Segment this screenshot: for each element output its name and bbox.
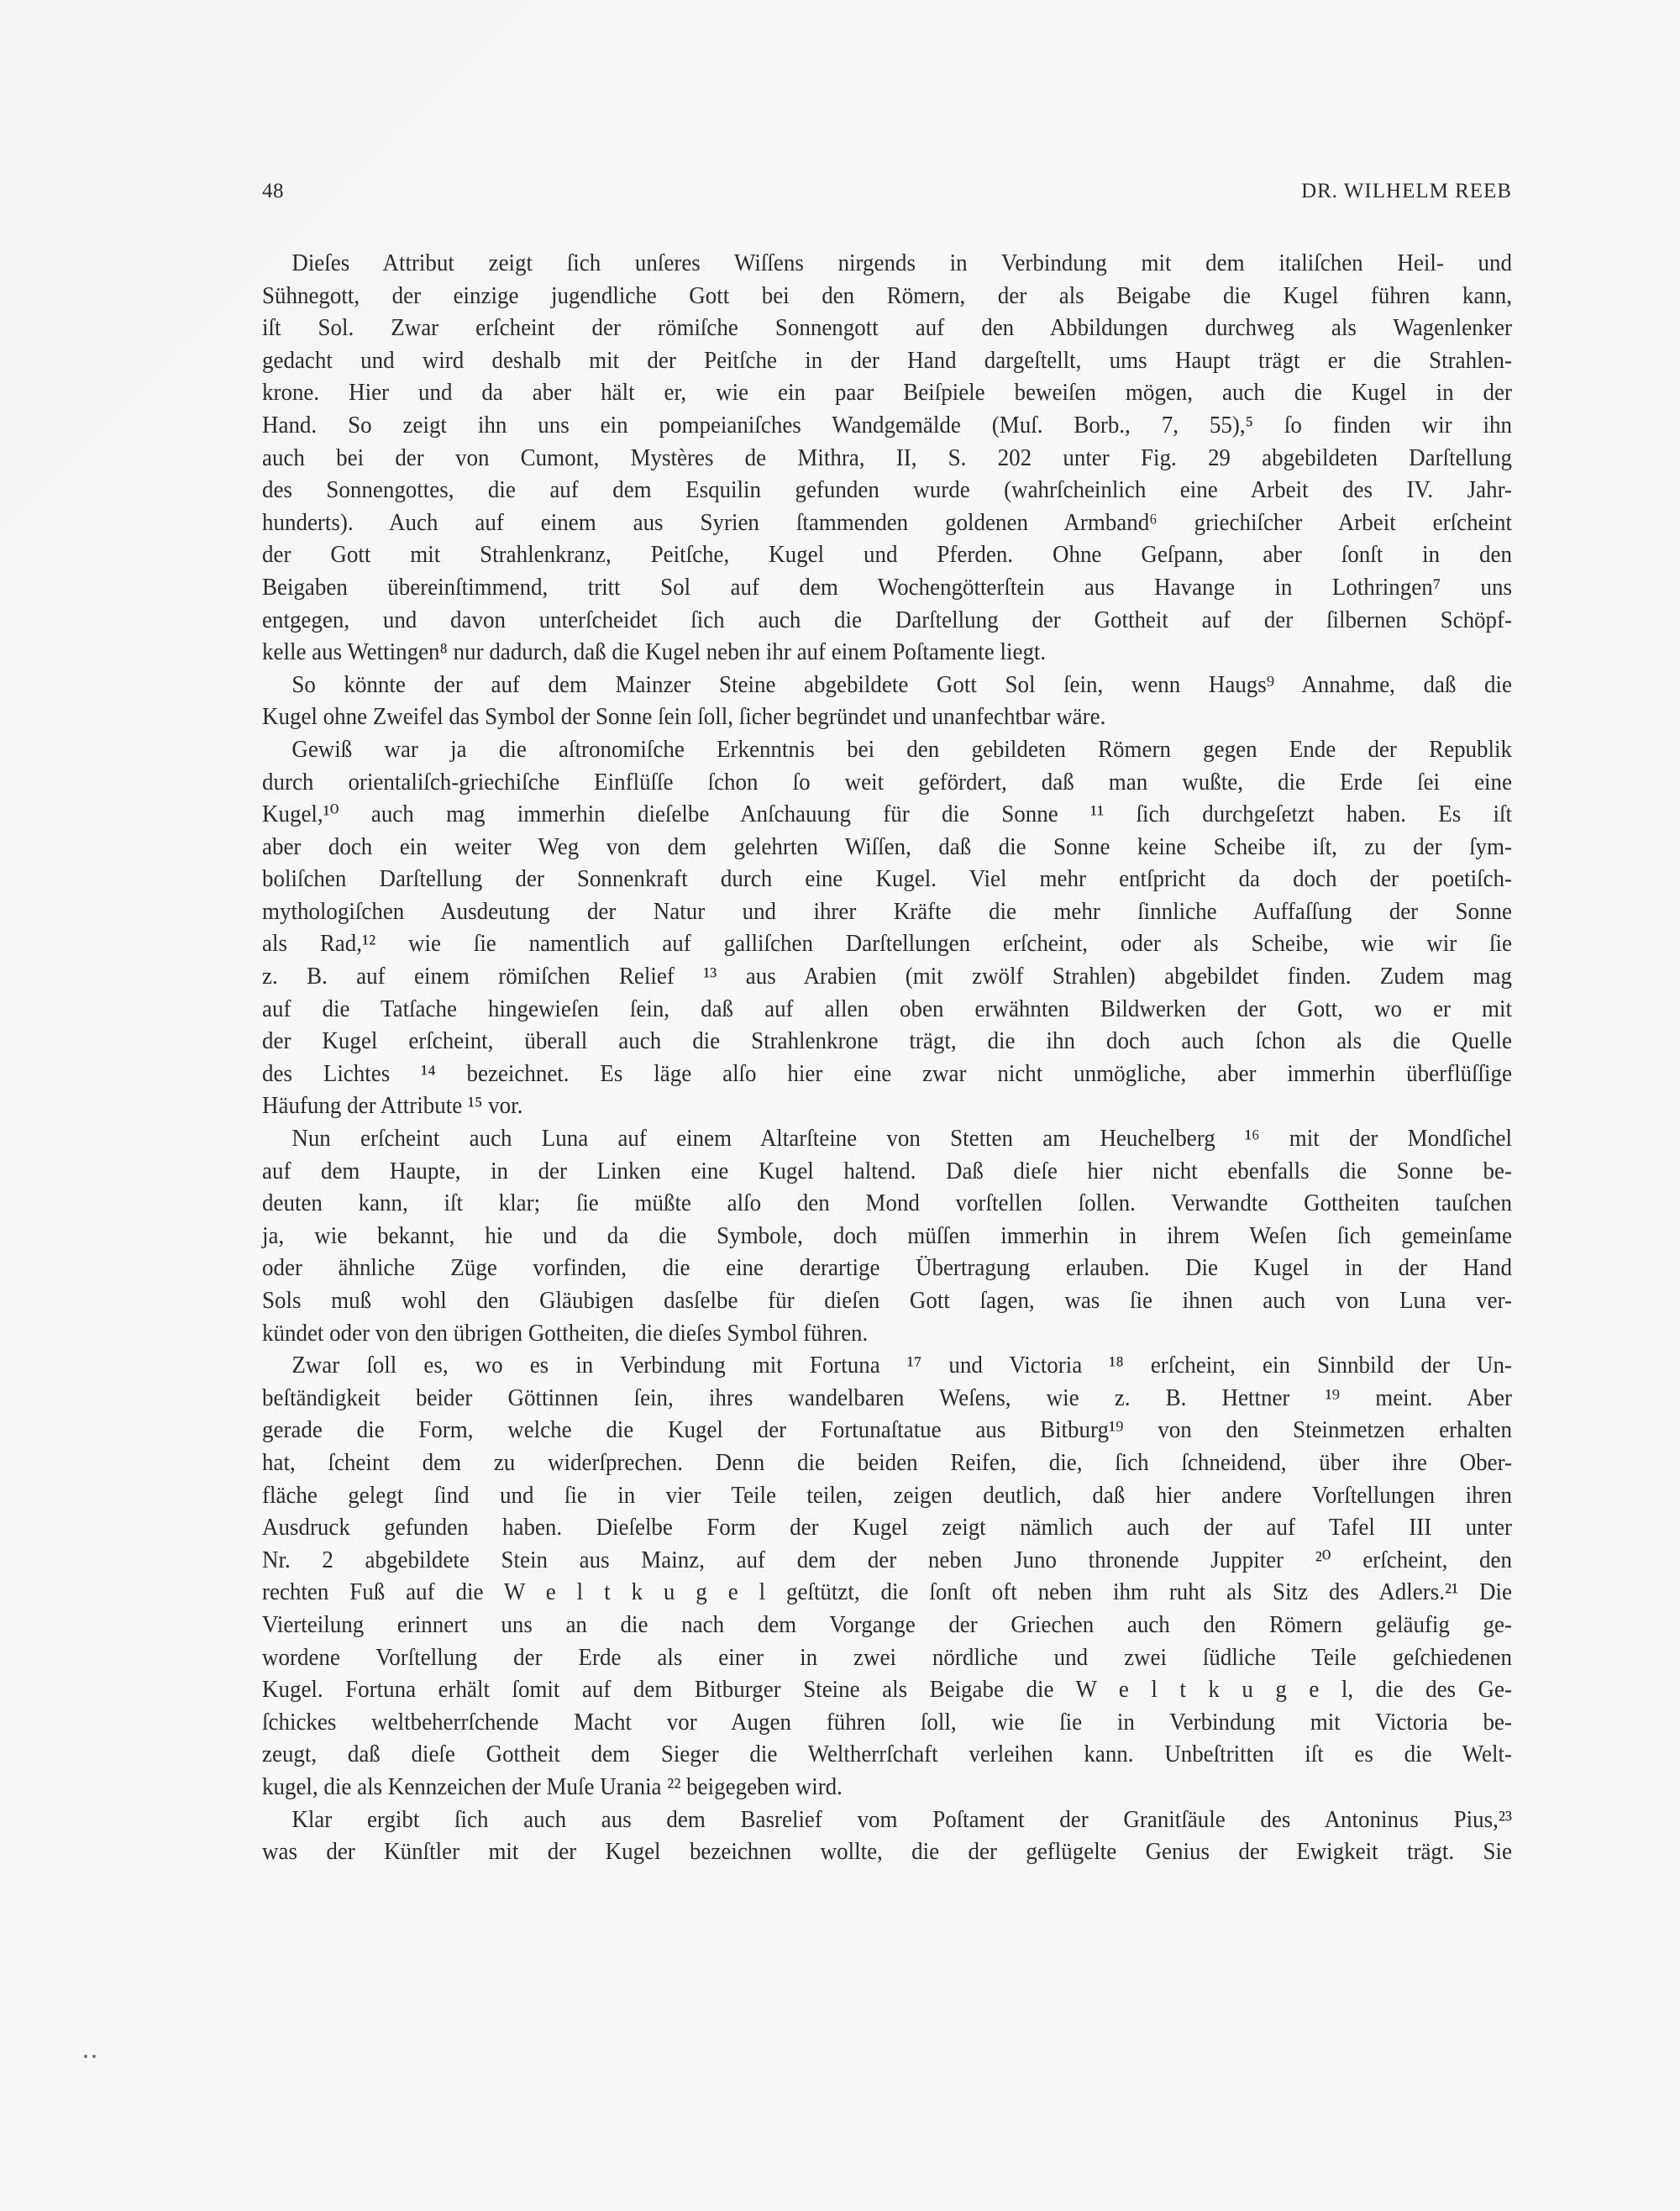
text-line: beſtändigkeit beider Göttinnen ſein, ihres wandelbaren Weſens, wie z. B. Hettner ¹⁹ meint. Aber <box>262 1384 1512 1411</box>
text-line: hat, ſcheint dem zu widerſprechen. Denn die beiden Reifen, die, ſich ſchneidend, über ihre Ober- <box>262 1448 1512 1476</box>
text-line: Vierteilung erinnert uns an die nach dem Vorgange der Griechen auch den Römern geläufig ge- <box>262 1610 1512 1638</box>
text-line: Hand. So zeigt ihn uns ein pompeianiſches Wandgemälde (Muſ. Borb., 7, 55),⁵ ſo finden wir ihn <box>262 411 1512 439</box>
running-head <box>262 180 1512 213</box>
text-line: aber doch ein weiter Weg von dem gelehrten Wiſſen, daß die Sonne keine Scheibe iſt, zu der ſym- <box>262 832 1512 860</box>
text-line: was der Künſtler mit der Kugel bezeichnen wollte, die der geflügelte Genius der Ewigkeit trägt. Sie <box>262 1838 1512 1866</box>
text-line: fläche gelegt ſind und ſie in vier Teile teilen, zeigen deutlich, daß hier andere Vorſtellungen ihren <box>262 1481 1512 1509</box>
text-line: kündet oder von den übrigen Gottheiten, die dieſes Symbol führen. <box>262 1319 869 1347</box>
text-line: der Gott mit Strahlenkranz, Peitſche, Kugel und Pferden. Ohne Geſpann, aber ſonſt in den <box>262 541 1512 569</box>
text-line: hunderts). Auch auf einem aus Syrien ſtammenden goldenen Armband⁶ griechiſcher Arbeit erſcheint <box>262 508 1512 536</box>
text-line: mythologiſchen Ausdeutung der Natur und ihrer Kräfte die mehr ſinnliche Auffaſſung der Sonne <box>262 897 1512 925</box>
text-line: So könnte der auf dem Mainzer Steine abgebildete Gott Sol ſein, wenn Haugs⁹ Annahme, daß die <box>291 670 1513 698</box>
running-head-author: DR. WILHELM REEB <box>1301 180 1512 202</box>
text-line: Dieſes Attribut zeigt ſich unſeres Wiſſens nirgends in Verbindung mit dem italiſchen Heil- und <box>291 249 1513 276</box>
text-line: als Rad,¹² wie ſie namentlich auf galliſchen Darſtellungen erſcheint, oder als Scheibe, wie wir ſie <box>262 930 1512 958</box>
text-line: wordene Vorſtellung der Erde als einer in zwei nördliche und zwei ſüdliche Teile geſchiedenen <box>262 1643 1512 1671</box>
text-line: oder ähnliche Züge vorfinden, die eine derartige Übertragung erlauben. Die Kugel in der Hand <box>262 1254 1512 1282</box>
text-line: kelle aus Wettingen⁸ nur dadurch, daß die Kugel neben ihr auf einem Poſtamente liegt. <box>262 638 1047 666</box>
text-line: auch bei der von Cumont, Mystères de Mithra, II, S. 202 unter Fig. 29 abgebildeten Darſtellung <box>262 444 1512 471</box>
text-line: Sols muß wohl den Gläubigen dasſelbe für dieſen Gott ſagen, was ſie ihnen auch von Luna ver- <box>262 1287 1512 1314</box>
text-line: Zwar ſoll es, wo es in Verbindung mit Fortuna ¹⁷ und Victoria ¹⁸ erſcheint, ein Sinnbild der Un- <box>291 1352 1513 1379</box>
text-line: krone. Hier und da aber hält er, wie ein paar Beiſpiele beweiſen mögen, auch die Kugel in der <box>262 379 1512 407</box>
text-line: rechten Fuß auf die W e l t k u g e l geſtützt, die ſonſt oft neben ihm ruht als Sitz des Adlers.²¹ Die <box>262 1578 1512 1606</box>
text-line: Klar ergibt ſich auch aus dem Basrelief vom Poſtament der Granitſäule des Antoninus Pius,²³ <box>291 1805 1513 1833</box>
page-number: 48 <box>262 180 284 202</box>
text-line: Beigaben übereinſtimmend, tritt Sol auf dem Wochengötterſtein aus Havange in Lothringen⁷ uns <box>262 573 1512 601</box>
text-line: z. B. auf einem römiſchen Relief ¹³ aus Arabien (mit zwölf Strahlen) abgebildet finden. Zudem mag <box>262 963 1512 990</box>
text-line: Kugel ohne Zweifel das Symbol der Sonne ſein ſoll, ſicher begründet und unanfechtbar wäre. <box>262 703 1106 731</box>
body-text <box>262 247 1512 1868</box>
scan-speck <box>92 2055 96 2058</box>
text-line: gerade die Form, welche die Kugel der Fortunaſtatue aus Bitburg¹⁹ von den Steinmetzen erhalten <box>262 1416 1512 1444</box>
text-line: Kugel,¹⁰ auch mag immerhin dieſelbe Anſchauung für die Sonne ¹¹ ſich durchgeſetzt haben. Es iſt <box>262 801 1512 828</box>
scan-speck <box>84 2055 87 2058</box>
text-line: kugel, die als Kennzeichen der Muſe Urania ²² beigegeben wird. <box>262 1772 843 1800</box>
text-line: auf die Tatſache hingewieſen ſein, daß auf allen oben erwähnten Bildwerken der Gott, wo er mit <box>262 995 1512 1022</box>
text-line: zeugt, daß dieſe Gottheit dem Sieger die Weltherrſchaft verleihen kann. Unbeſtritten iſt es die Welt- <box>262 1741 1512 1768</box>
text-line: Gewiß war ja die aſtronomiſche Erkenntnis bei den gebildeten Römern gegen Ende der Republik <box>291 735 1513 763</box>
text-line: iſt Sol. Zwar erſcheint der römiſche Sonnengott auf den Abbildungen durchweg als Wagenlenker <box>262 314 1512 342</box>
text-line: des Lichtes ¹⁴ bezeichnet. Es läge alſo hier eine zwar nicht unmögliche, aber immerhin überflüſſige <box>262 1059 1512 1087</box>
text-line: durch orientaliſch-griechiſche Einflüſſe ſchon ſo weit gefördert, daß man wußte, die Erde ſei eine <box>262 768 1512 796</box>
text-line: Sühnegott, der einzige jugendliche Gott bei den Römern, der als Beigabe die Kugel führen kann, <box>262 281 1512 309</box>
text-line: auf dem Haupte, in der Linken eine Kugel haltend. Daß dieſe hier nicht ebenfalls die Sonne be- <box>262 1157 1512 1184</box>
text-line: gedacht und wird deshalb mit der Peitſche in der Hand dargeſtellt, ums Haupt trägt er die Strahlen- <box>262 346 1512 374</box>
text-line: ja, wie bekannt, hie und da die Symbole, doch müſſen immerhin in ihrem Weſen ſich gemeinſame <box>262 1221 1512 1249</box>
text-line: Nr. 2 abgebildete Stein aus Mainz, auf dem der neben Juno thronende Juppiter ²⁰ erſcheint, den <box>262 1546 1512 1573</box>
text-line: Nun erſcheint auch Luna auf einem Altarſteine von Stetten am Heuchelberg ¹⁶ mit der Mondſichel <box>291 1125 1513 1153</box>
text-line: boliſchen Darſtellung der Sonnenkraft durch eine Kugel. Viel mehr entſpricht da doch der poetiſch- <box>262 865 1512 893</box>
text-line: deuten kann, iſt klar; ſie müßte alſo den Mond vorſtellen ſollen. Verwandte Gottheiten tauſchen <box>262 1190 1512 1217</box>
text-line: entgegen, und davon unterſcheidet ſich auch die Darſtellung der Gottheit auf der ſilbernen Schöpf- <box>262 606 1512 633</box>
text-line: der Kugel erſcheint, überall auch die Strahlenkrone trägt, die ihn doch auch ſchon als die Quelle <box>262 1027 1512 1055</box>
text-line: des Sonnengottes, die auf dem Esquilin gefunden wurde (wahrſcheinlich eine Arbeit des IV. Jahr- <box>262 476 1512 504</box>
text-line: ſchickes weltbeherrſchende Macht vor Augen führen ſoll, wie ſie in Verbindung mit Victoria be- <box>262 1708 1512 1736</box>
text-line: Kugel. Fortuna erhält ſomit auf dem Bitburger Steine als Beigabe die W e l t k u g e l, die des Ge- <box>262 1676 1512 1704</box>
text-line: Ausdruck gefunden haben. Dieſelbe Form der Kugel zeigt nämlich auch der auf Tafel III unter <box>262 1514 1512 1541</box>
text-line: Häufung der Attribute ¹⁵ vor. <box>262 1092 523 1120</box>
